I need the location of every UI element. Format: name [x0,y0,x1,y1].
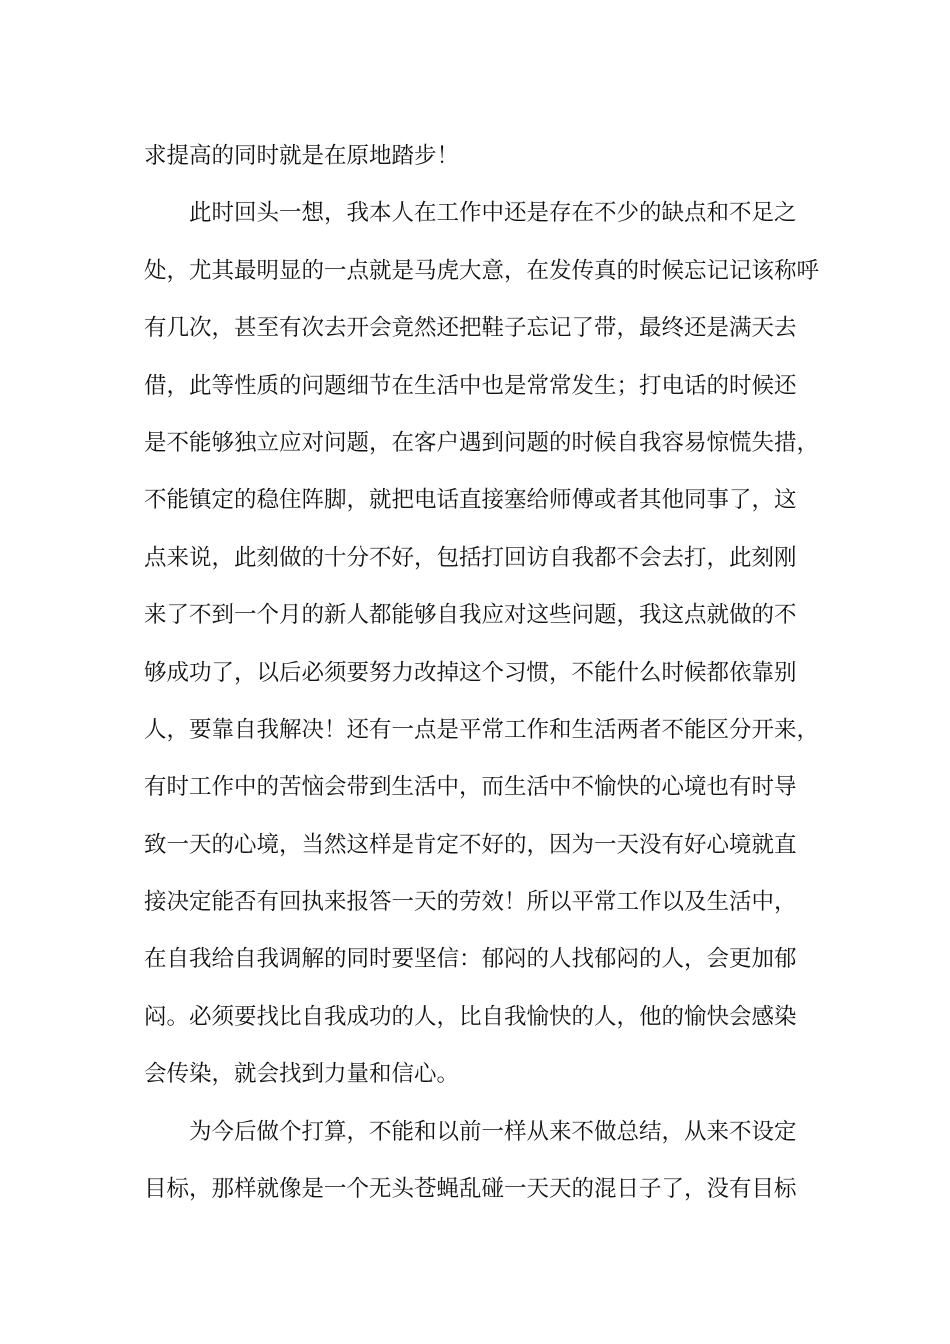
text-line: 此时回头一想，我本人在工作中还是存在不少的缺点和不足之 [144,200,797,227]
text-line: 够成功了，以后必须要努力改掉这个习惯，不能什么时候都依靠别 [144,659,797,686]
text-line: 为今后做个打算，不能和以前一样从来不做总结，从来不设定 [144,1118,797,1145]
document-body [144,128,824,1218]
text-line: 处，尤其最明显的一点就是马虎大意，在发传真的时候忘记记该称呼 [144,257,820,284]
text-line: 会传染，就会找到力量和信心。 [144,1061,460,1088]
text-line: 在自我给自我调解的同时要坚信：郁闷的人找郁闷的人，会更加郁 [144,946,797,973]
text-line: 不能镇定的稳住阵脚，就把电话直接塞给师傅或者其他同事了，这 [144,487,797,514]
text-line: 借，此等性质的问题细节在生活中也是常常发生；打电话的时候还 [144,372,797,399]
text-line: 是不能够独立应对问题，在客户遇到问题的时候自我容易惊慌失措， [144,429,820,456]
text-line: 求提高的同时就是在原地踏步！ [144,143,460,169]
text-line: 有几次，甚至有次去开会竟然还把鞋子忘记了带，最终还是满天去 [144,315,797,342]
text-line: 目标，那样就像是一个无头苍蝇乱碰一天天的混日子了，没有目标 [144,1176,797,1203]
text-line: 接决定能否有回执来报答一天的劳效！所以平常工作以及生活中， [144,889,797,916]
text-line: 人，要靠自我解决！还有一点是平常工作和生活两者不能区分开来， [144,716,820,743]
text-line: 闷。必须要找比自我成功的人，比自我愉快的人，他的愉快会感染 [144,1003,797,1030]
text-line: 有时工作中的苦恼会带到生活中，而生活中不愉快的心境也有时导 [144,774,797,801]
text-line: 致一天的心境，当然这样是肯定不好的，因为一天没有好心境就直 [144,831,797,858]
text-line: 点来说，此刻做的十分不好，包括打回访自我都不会去打，此刻刚 [144,544,797,571]
text-line: 来了不到一个月的新人都能够自我应对这些问题，我这点就做的不 [144,602,797,629]
